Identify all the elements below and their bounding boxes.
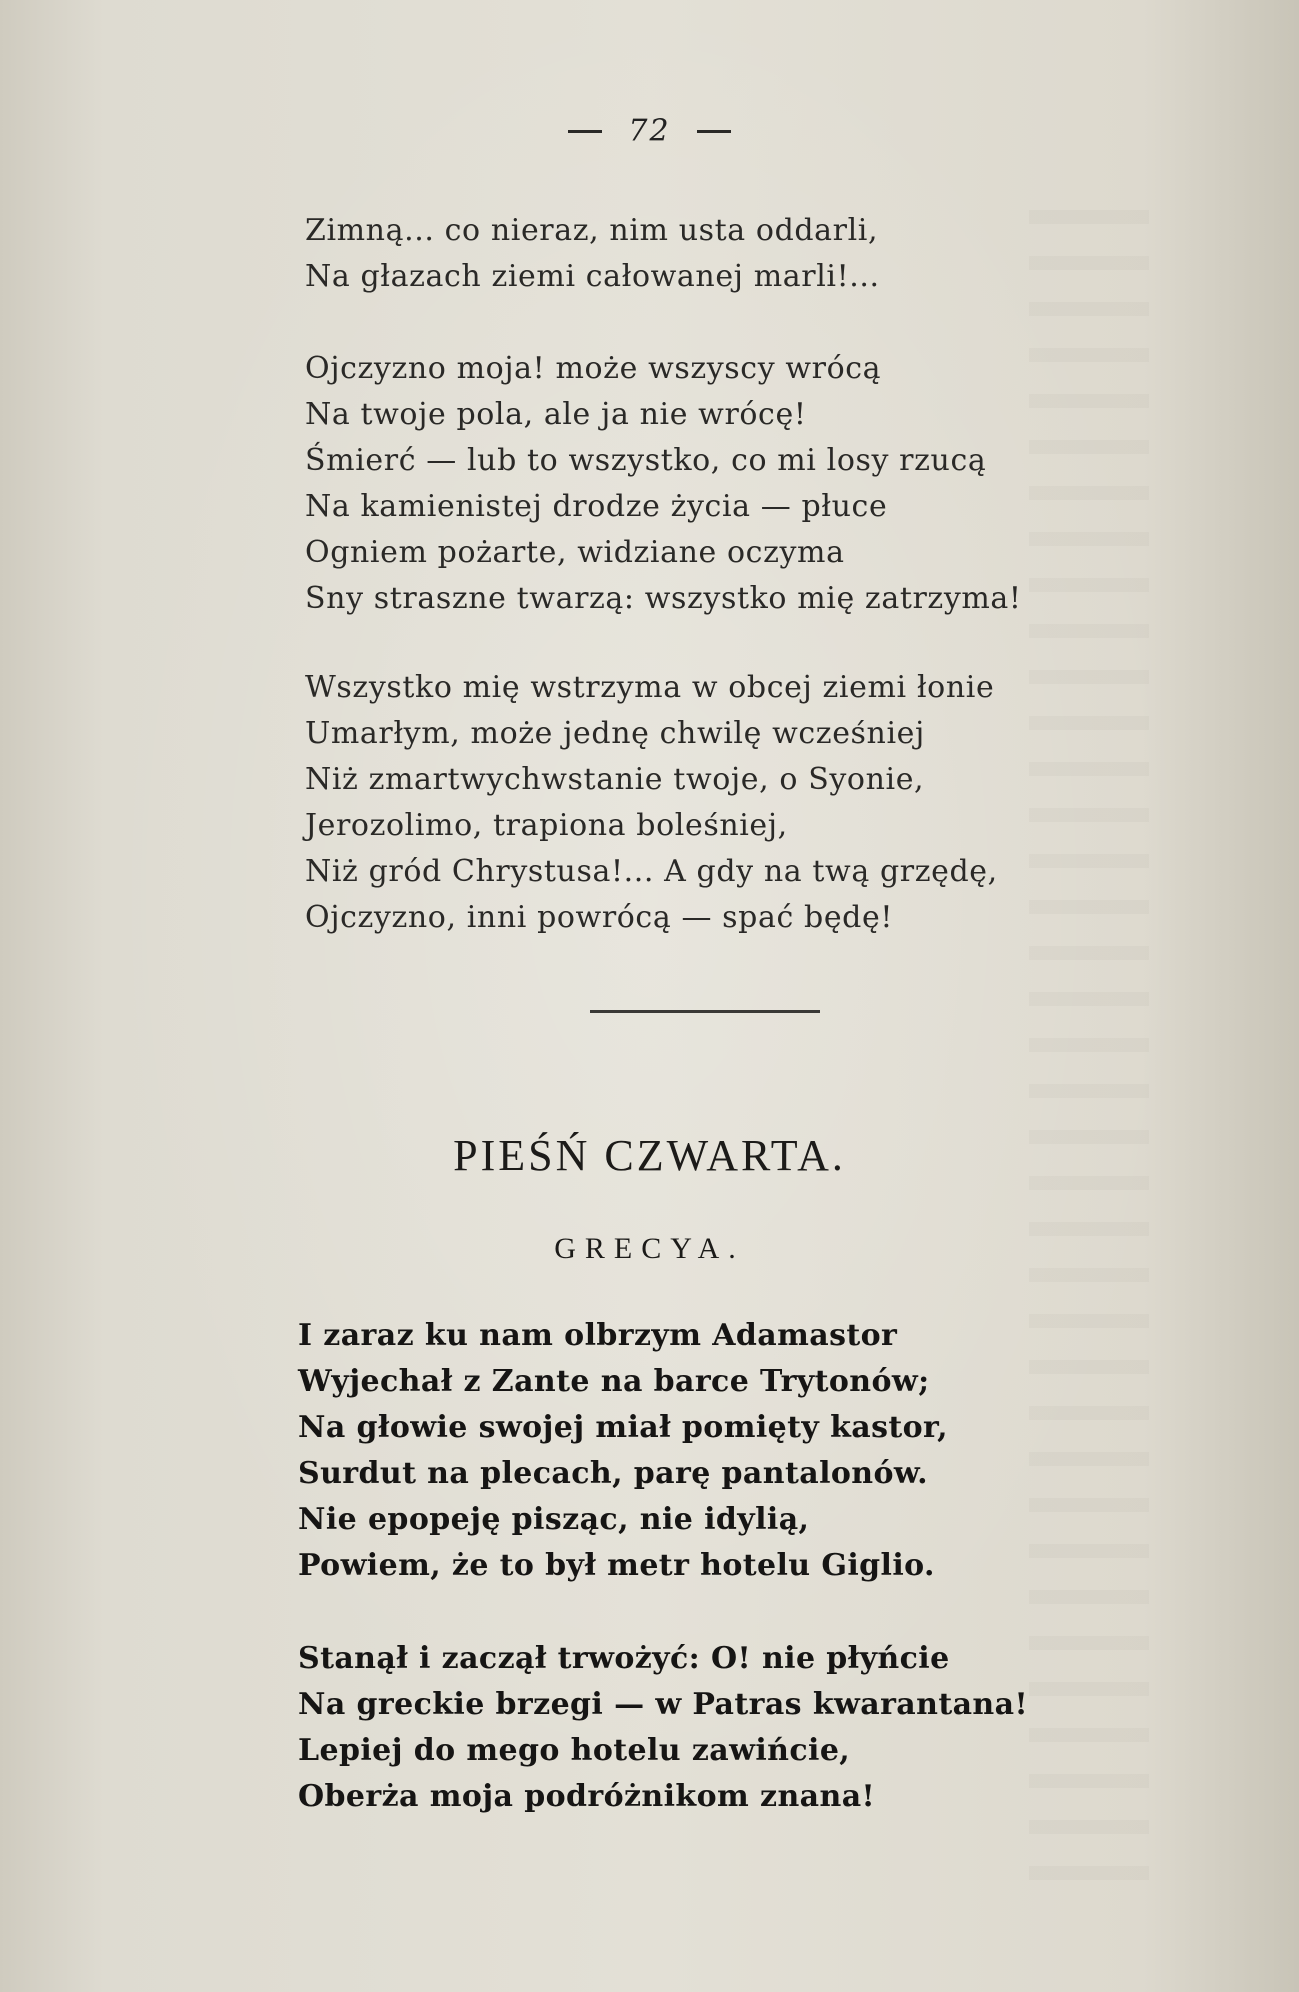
stanza-4 (298, 1313, 1158, 1589)
page-header (0, 112, 1299, 149)
stanza-1 (305, 208, 1165, 300)
verse-line: Stanął i zaczął trwożyć: O! nie płyńcie (298, 1641, 950, 1676)
verse-line: Na twoje pola, ale ja nie wrócę! (305, 397, 807, 432)
verse-line: Powiem, że to był metr hotelu Giglio. (298, 1548, 935, 1583)
verse-line: Niż zmartwychwstanie twoje, o Syonie, (305, 762, 925, 797)
page-number: 72 (628, 113, 671, 149)
section-divider (590, 1010, 820, 1013)
verse-line: Lepiej do mego hotelu zawińcie, (298, 1733, 851, 1768)
stanza-5 (298, 1636, 1158, 1820)
verse-line: Oberża moja podróżnikom znana! (298, 1779, 876, 1814)
verse-line: Nie epopeję pisząc, nie idylią, (298, 1502, 810, 1537)
verse-line: Zimną... co nieraz, nim usta oddarli, (305, 213, 879, 248)
section-title: PIEŚŃ CZWARTA. (453, 1131, 846, 1180)
verse-line: Jerozolimo, trapiona boleśniej, (305, 808, 788, 843)
section-subtitle: GRECYA. (554, 1232, 745, 1265)
verse-line: Na kamienistej drodze życia — płuce (305, 489, 888, 524)
verse-line: Na głowie swojej miał pomięty kastor, (298, 1410, 948, 1445)
header-dash-left (568, 130, 602, 133)
verse-line: Ogniem pożarte, widziane oczyma (305, 535, 845, 570)
verse-line: Sny straszne twarzą: wszystko mię zatrzyma! (305, 581, 1022, 616)
verse-line: Niż gród Chrystusa!... A gdy na twą grzędę, (305, 854, 998, 889)
verse-line: Wszystko mię wstrzyma w obcej ziemi łonie (305, 670, 995, 705)
verse-line: Na greckie brzegi — w Patras kwarantana! (298, 1687, 1029, 1722)
verse-line: Umarłym, może jednę chwilę wcześniej (305, 716, 925, 751)
verse-line: Na głazach ziemi całowanej marli!... (305, 259, 880, 294)
verse-line: I zaraz ku nam olbrzym Adamastor (298, 1318, 898, 1353)
verse-line: Śmierć — lub to wszystko, co mi losy rzucą (305, 443, 987, 478)
verse-line: Surdut na plecach, parę pantalonów. (298, 1456, 928, 1491)
header-dash-right (697, 130, 731, 133)
verse-line: Wyjechał z Zante na barce Trytonów; (298, 1364, 930, 1399)
verse-line: Ojczyzno, inni powrócą — spać będę! (305, 900, 893, 935)
stanza-2 (305, 346, 1165, 622)
verse-line: Ojczyzno moja! może wszyscy wrócą (305, 351, 882, 386)
stanza-3 (305, 665, 1165, 941)
